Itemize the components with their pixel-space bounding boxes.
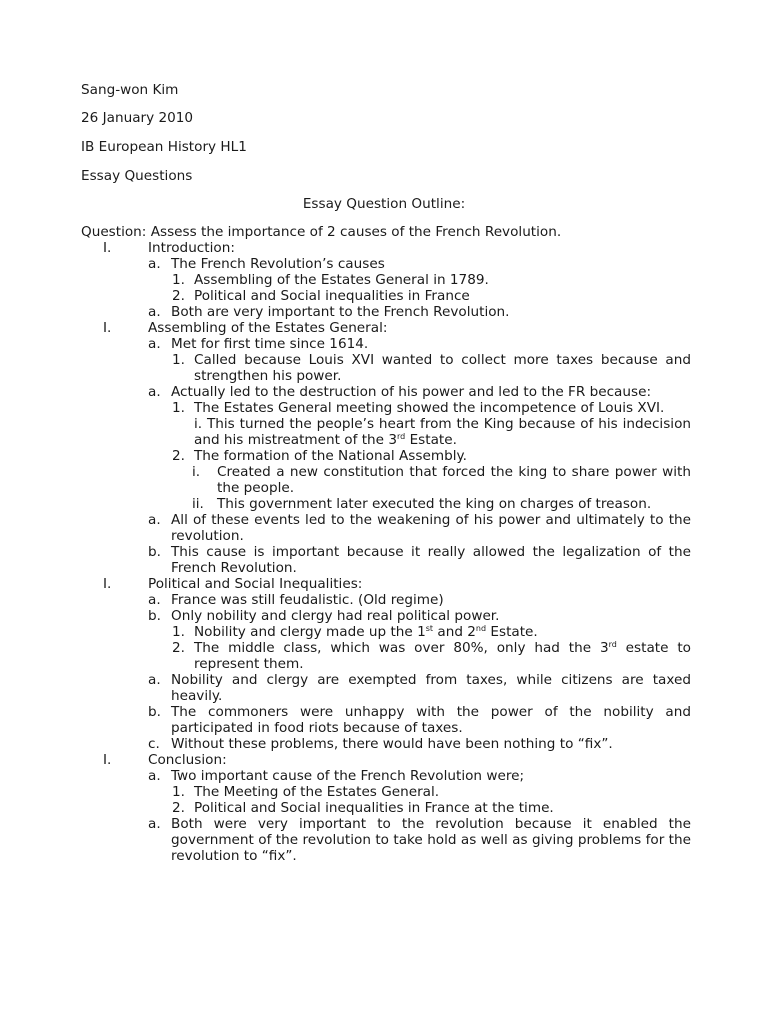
outline-item (81, 496, 691, 512)
outline-text: Without these problems, there would have been nothing to “fix”. (171, 736, 613, 752)
outline-text: Political and Social Inequalities: (148, 576, 363, 592)
outline-marker: a. (148, 816, 161, 832)
outline-item (81, 288, 691, 304)
outline-item (81, 416, 691, 448)
course-name: IB European History HL1 (81, 139, 247, 155)
outline-marker: 1. (172, 624, 185, 640)
outline-item (81, 224, 691, 240)
outline-text: Actually led to the destruction of his power and led to the FR because: (171, 384, 652, 400)
author-name: Sang-won Kim (81, 82, 179, 98)
outline-item (81, 640, 691, 672)
outline-marker: 1. (172, 784, 185, 800)
outline-item (81, 544, 691, 576)
outline-item (81, 240, 691, 256)
outline-text: Both are very important to the French Revolution. (171, 304, 510, 320)
outline-marker: 2. (172, 800, 185, 816)
outline-marker: a. (148, 384, 161, 400)
outline-item (81, 592, 691, 608)
outline-marker: a. (148, 512, 161, 528)
outline-item (81, 672, 691, 704)
outline-marker: I. (103, 576, 112, 592)
outline-item (81, 272, 691, 288)
outline-marker: 1. (172, 272, 185, 288)
outline-marker: ii. (192, 496, 204, 512)
outline-text: The formation of the National Assembly. (194, 448, 467, 464)
outline-text: France was still feudalistic. (Old regime) (171, 592, 444, 608)
outline-text: Only nobility and clergy had real political power. (171, 608, 500, 624)
outline-text: Assembling of the Estates General in 1789. (194, 272, 489, 288)
outline-item (81, 624, 691, 640)
outline-item (81, 768, 691, 784)
outline-title: Essay Question Outline: (302, 196, 466, 212)
outline-item (81, 752, 691, 768)
outline-marker: a. (148, 256, 161, 272)
outline-marker: b. (148, 544, 161, 560)
outline-text: Nobility and clergy made up the 1st and 2nd Estate. (194, 624, 538, 640)
outline-item (81, 608, 691, 624)
outline-item (81, 256, 691, 272)
outline-text: Assembling of the Estates General: (148, 320, 388, 336)
outline-marker: 2. (172, 640, 185, 656)
outline-item (81, 352, 691, 384)
outline-text: Called because Louis XVI wanted to collect more taxes because and strengthen his power. (194, 352, 691, 384)
document-date: 26 January 2010 (81, 110, 194, 126)
outline-marker: a. (148, 768, 161, 784)
outline-text: The commoners were unhappy with the power of the nobility and participated in food riots because of taxes. (171, 704, 691, 736)
outline-marker: I. (103, 240, 112, 256)
outline-text: The middle class, which was over 80%, only had the 3rd estate to represent them. (194, 640, 691, 672)
outline-text: This government later executed the king on charges of treason. (217, 496, 652, 512)
outline-text: Question: Assess the importance of 2 causes of the French Revolution. (81, 224, 562, 240)
outline-marker: c. (148, 736, 160, 752)
outline-item (81, 384, 691, 400)
outline-item (81, 464, 691, 496)
outline-marker: a. (148, 304, 161, 320)
assignment-type: Essay Questions (81, 168, 193, 184)
outline-item (81, 576, 691, 592)
outline-marker: a. (148, 672, 161, 688)
outline-marker: 2. (172, 288, 185, 304)
outline-text: Created a new constitution that forced the king to share power with the people. (217, 464, 691, 496)
outline-text: Two important cause of the French Revolution were; (171, 768, 525, 784)
outline-text: The Meeting of the Estates General. (194, 784, 440, 800)
outline-item (81, 784, 691, 800)
outline-text: Conclusion: (148, 752, 227, 768)
outline-item (81, 320, 691, 336)
outline-text: The French Revolution’s causes (171, 256, 385, 272)
outline-marker: 1. (172, 352, 185, 368)
outline-marker: i. (192, 464, 201, 480)
outline-text: All of these events led to the weakening of his power and ultimately to the revolution. (171, 512, 691, 544)
outline-item (81, 512, 691, 544)
outline-marker: b. (148, 608, 161, 624)
outline-text: Introduction: (148, 240, 235, 256)
outline-item (81, 448, 691, 464)
outline-item (81, 304, 691, 320)
outline-text: Met for first time since 1614. (171, 336, 369, 352)
outline-text: The Estates General meeting showed the incompetence of Louis XVI. (194, 400, 665, 416)
outline-marker: 2. (172, 448, 185, 464)
outline-text: i. This turned the people’s heart from the King because of his indecision and his mistreatment of the 3rd Estate. (194, 416, 691, 448)
outline-item (81, 816, 691, 864)
outline-marker: 1. (172, 400, 185, 416)
outline-marker: a. (148, 336, 161, 352)
outline-text: This cause is important because it really allowed the legalization of the French Revolution. (171, 544, 691, 576)
outline-marker: a. (148, 592, 161, 608)
outline-marker: b. (148, 704, 161, 720)
outline-marker: I. (103, 752, 112, 768)
outline-text: Both were very important to the revolution because it enabled the government of the revolution to take hold as well as giving problems for the revolution to “fix”. (171, 816, 691, 864)
outline-item (81, 400, 691, 416)
outline-marker: I. (103, 320, 112, 336)
outline-item (81, 800, 691, 816)
outline-text: Political and Social inequalities in France (194, 288, 470, 304)
outline-item (81, 336, 691, 352)
outline-text: Nobility and clergy are exempted from taxes, while citizens are taxed heavily. (171, 672, 691, 704)
essay-outline (81, 224, 691, 864)
outline-item (81, 736, 691, 752)
outline-text: Political and Social inequalities in France at the time. (194, 800, 554, 816)
outline-item (81, 704, 691, 736)
